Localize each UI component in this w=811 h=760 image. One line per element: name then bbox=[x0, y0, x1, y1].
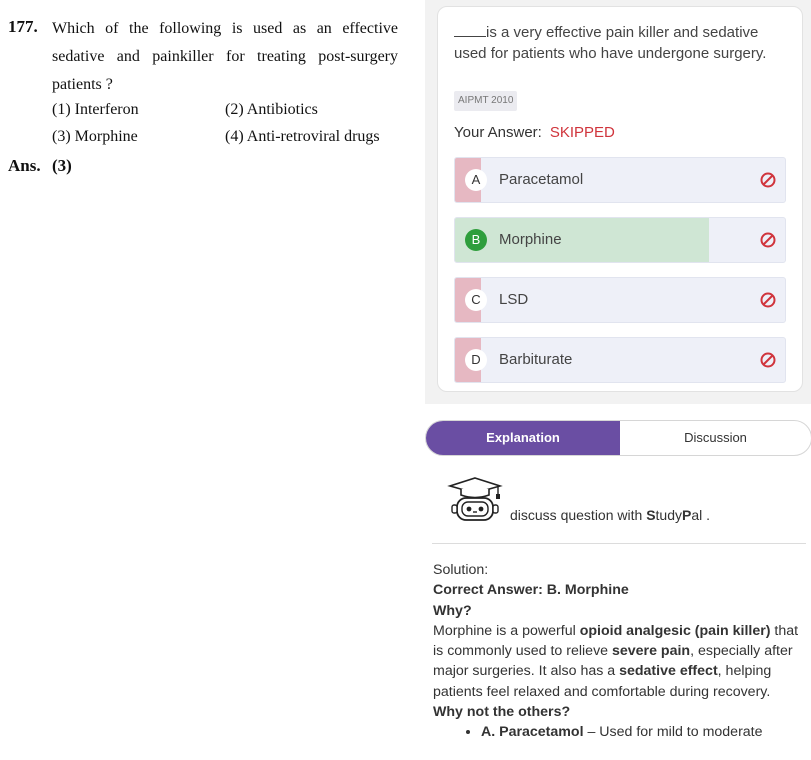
choice-a[interactable] bbox=[454, 157, 786, 203]
choice-letter: A bbox=[465, 169, 487, 191]
choice-letter: C bbox=[465, 289, 487, 311]
wrong-icon bbox=[759, 351, 777, 369]
option-4: (4) Anti-retroviral drugs bbox=[225, 128, 380, 145]
divider bbox=[432, 543, 806, 544]
why-heading: Why? bbox=[433, 602, 472, 619]
choice-label: LSD bbox=[499, 291, 529, 308]
why-bold-2: severe pain bbox=[612, 643, 691, 660]
choice-letter: D bbox=[465, 349, 487, 371]
why-text-1: Morphine is a powerful bbox=[433, 622, 580, 639]
blank-line bbox=[454, 24, 486, 37]
choice-label: Paracetamol bbox=[499, 171, 584, 188]
printed-question bbox=[0, 0, 420, 200]
why-not-list bbox=[433, 722, 805, 742]
option-1: (1) Interferon bbox=[52, 101, 139, 118]
why-text-3: , especially after major surgeries. It also has a bbox=[433, 643, 793, 680]
brand-al: al bbox=[691, 507, 703, 523]
tab-discussion[interactable]: Discussion bbox=[684, 430, 747, 445]
brand-p: P bbox=[682, 507, 692, 523]
choice-b[interactable] bbox=[454, 217, 786, 263]
why-not-heading: Why not the others? bbox=[433, 704, 571, 721]
wrong-icon bbox=[759, 291, 777, 309]
brand-s: S bbox=[646, 507, 656, 523]
tab-bar bbox=[425, 420, 811, 456]
bullet-a-text: – Used for mild to moderate bbox=[583, 724, 763, 741]
choice-c[interactable] bbox=[454, 277, 786, 323]
choice-d[interactable] bbox=[454, 337, 786, 383]
studypal-suffix: . bbox=[702, 507, 711, 523]
solution-section bbox=[433, 560, 805, 743]
question-text: Which of the following is used as an effective sedative and painkiller for treating post-surgery patients ? bbox=[52, 20, 398, 93]
why-bold-3: sedative effect bbox=[619, 663, 718, 680]
your-answer bbox=[454, 124, 615, 141]
exam-tag: AIPMT 2010 bbox=[454, 91, 517, 111]
studypal-robot-icon[interactable] bbox=[446, 476, 504, 524]
choice-letter: B bbox=[465, 229, 487, 251]
wrong-icon bbox=[759, 171, 777, 189]
why-text-2: that is commonly used to relieve bbox=[433, 622, 799, 660]
answer-value: (3) bbox=[52, 156, 72, 175]
question-number: 177. bbox=[8, 17, 38, 36]
studypal-prompt[interactable] bbox=[510, 507, 710, 523]
wrong-icon bbox=[759, 231, 777, 249]
why-text-4: , helping patients feel relaxed and comfortable during recovery. bbox=[433, 663, 772, 700]
tab-explanation[interactable]: Explanation bbox=[426, 421, 620, 455]
why-bold-1: opioid analgesic (pain killer) bbox=[579, 622, 771, 639]
your-answer-label: Your Answer: bbox=[454, 124, 542, 141]
option-2: (2) Antibiotics bbox=[225, 101, 318, 118]
correct-answer-highlight bbox=[455, 218, 709, 262]
your-answer-status: SKIPPED bbox=[549, 124, 615, 141]
solution-heading: Solution: bbox=[433, 562, 489, 578]
why-paragraph bbox=[433, 621, 805, 702]
brand-tudy: tudy bbox=[655, 507, 682, 523]
correct-answer-line: Correct Answer: B. Morphine bbox=[433, 582, 629, 599]
choice-label: Barbiturate bbox=[499, 351, 573, 368]
question-stem-text: is a very effective pain killer and sedative used for patients who have undergone surgery. bbox=[454, 24, 767, 62]
question-stem bbox=[454, 22, 794, 64]
choice-label: Morphine bbox=[499, 231, 562, 248]
studypal-prefix: discuss question with bbox=[510, 507, 647, 523]
bullet-a-title: A. Paracetamol bbox=[481, 724, 584, 741]
option-3: (3) Morphine bbox=[52, 128, 138, 145]
list-item bbox=[481, 722, 805, 742]
answer-label: Ans. bbox=[8, 156, 41, 175]
